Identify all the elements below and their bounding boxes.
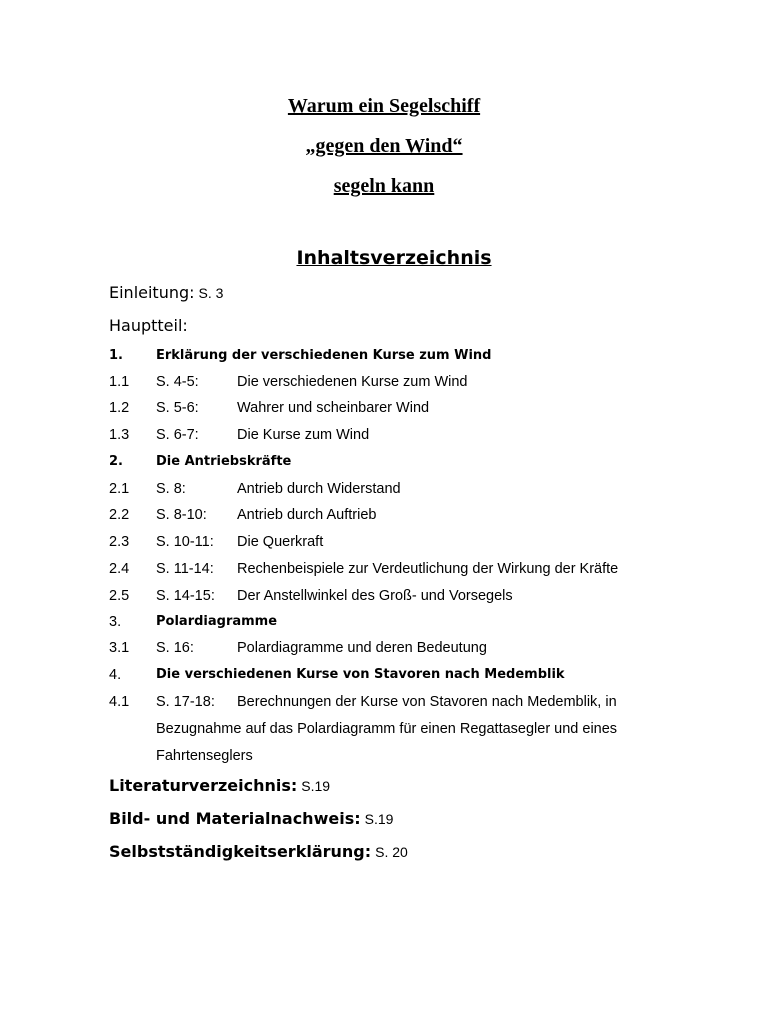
item-text: Wahrer und scheinbarer Wind [237, 400, 430, 416]
item-pages: S. 16: [156, 640, 194, 656]
item-pages: S. 8: [156, 481, 186, 497]
item-pages: S. 6-7: [156, 427, 199, 443]
item-text: Der Anstellwinkel des Groß- und Vorsegels [237, 588, 513, 604]
toc-entry-bibliography [109, 775, 330, 797]
item-pages: S. 14-15: [156, 588, 215, 604]
item-number: 2.2 [109, 507, 130, 523]
toc-entry-declaration [109, 841, 408, 863]
title-line-2: „gegen den Wind“ [305, 135, 463, 157]
toc-item [0, 479, 768, 499]
toc-item [0, 638, 768, 658]
bibliography-label: Literaturverzeichnis: [109, 776, 298, 795]
section-title: Die Antriebskräfte [156, 454, 292, 469]
item-text-continuation: Fahrtenseglers [156, 748, 253, 764]
item-text: Die verschiedenen Kurse zum Wind [237, 374, 468, 390]
item-text: Die Querkraft [237, 534, 324, 550]
intro-label: Einleitung: [109, 283, 195, 302]
toc-item [0, 505, 768, 525]
toc-item [0, 692, 768, 712]
item-text: Berechnungen der Kurse von Stavoren nach Medemblik, in [237, 694, 617, 710]
toc-entry-main-part [109, 315, 188, 337]
intro-page: S. 3 [198, 285, 224, 301]
section-title: Die verschiedenen Kurse von Stavoren nach Medemblik [156, 667, 565, 682]
item-number: 2.1 [109, 481, 130, 497]
title-line-3: segeln kann [333, 175, 435, 197]
item-number: 4.1 [109, 694, 130, 710]
toc-heading: Inhaltsverzeichnis [296, 247, 492, 269]
section-number: 2. [109, 454, 123, 469]
item-number: 2.4 [109, 561, 130, 577]
section-heading [0, 346, 768, 366]
section-heading [0, 612, 768, 632]
declaration-label: Selbstständigkeitserklärung: [109, 842, 372, 861]
item-pages: S. 17-18: [156, 694, 215, 710]
toc-entry-intro [109, 282, 223, 304]
section-number: 1. [109, 348, 123, 363]
toc-item [0, 586, 768, 606]
item-pages: S. 10-11: [156, 534, 214, 550]
item-number: 1.1 [109, 374, 130, 390]
toc-item [0, 425, 768, 445]
section-number: 4. [109, 667, 122, 683]
item-pages: S. 11-14: [156, 561, 214, 577]
section-title: Erklärung der verschiedenen Kurse zum Wind [156, 348, 492, 363]
sources-label: Bild- und Materialnachweis: [109, 809, 361, 828]
item-pages: S. 5-6: [156, 400, 199, 416]
section-heading [0, 665, 768, 685]
item-text: Die Kurse zum Wind [237, 427, 370, 443]
section-heading [0, 452, 768, 472]
item-text: Rechenbeispiele zur Verdeutlichung der Wirkung der Kräfte [237, 561, 619, 577]
section-number: 3. [109, 614, 122, 630]
main-part-label: Hauptteil: [109, 316, 188, 335]
toc-item [0, 532, 768, 552]
item-text-continuation: Bezugnahme auf das Polardiagramm für einen Regattasegler und eines [156, 721, 618, 737]
item-number: 2.3 [109, 534, 130, 550]
item-text: Antrieb durch Auftrieb [237, 507, 377, 523]
item-pages: S. 8-10: [156, 507, 207, 523]
item-number: 1.3 [109, 427, 130, 443]
toc-entry-sources [109, 808, 393, 830]
section-title: Polardiagramme [156, 614, 278, 629]
item-text: Antrieb durch Widerstand [237, 481, 401, 497]
sources-page: S.19 [364, 811, 394, 827]
toc-item [0, 559, 768, 579]
item-text: Polardiagramme und deren Bedeutung [237, 640, 487, 656]
toc-item [0, 398, 768, 418]
toc-item [0, 372, 768, 392]
item-number: 1.2 [109, 400, 130, 416]
title-line-1: Warum ein Segelschiff [287, 95, 481, 117]
item-number: 3.1 [109, 640, 130, 656]
item-number: 2.5 [109, 588, 130, 604]
item-pages: S. 4-5: [156, 374, 199, 390]
declaration-page: S. 20 [375, 844, 408, 860]
bibliography-page: S.19 [301, 778, 331, 794]
